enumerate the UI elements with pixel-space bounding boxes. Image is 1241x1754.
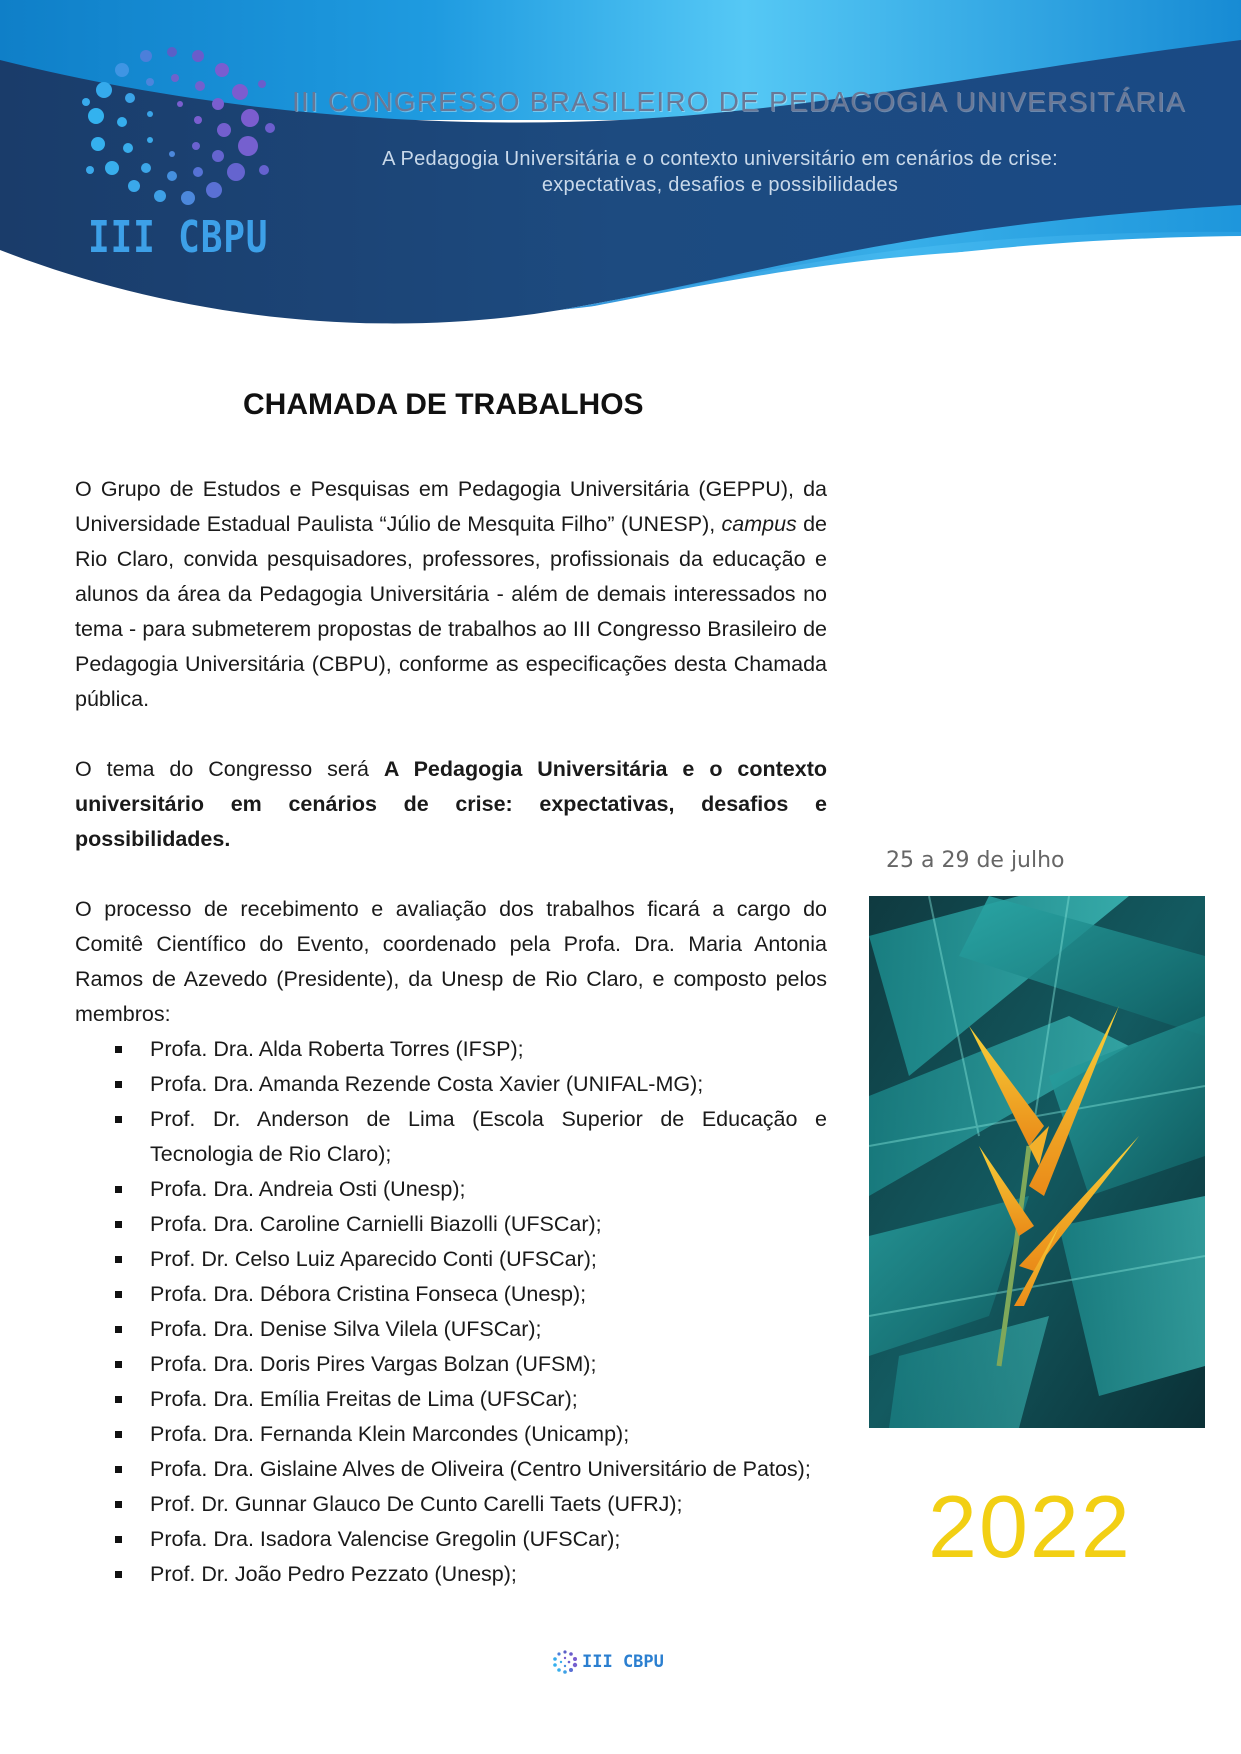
committee-member-name: Profa. Dra. Débora Cristina Fonseca (Unesp); <box>150 1282 587 1306</box>
committee-member-item <box>75 1172 827 1207</box>
bullet-icon <box>115 1466 122 1473</box>
bullet-icon <box>115 1291 122 1298</box>
logo-text: III CBPU <box>88 212 269 263</box>
committee-member-item <box>75 1207 827 1242</box>
committee-member-item <box>75 1452 827 1487</box>
bullet-icon <box>115 1431 122 1438</box>
committee-member-item <box>75 1417 827 1452</box>
committee-paragraph: O processo de recebimento e avaliação dos trabalhos ficará a cargo do Comitê Científico do Evento, coordenado pela Profa. Dra. Maria Antonia Ramos de Azevedo (Presidente), da Unesp de Rio Claro, e composto pelos membros: <box>75 897 827 1026</box>
committee-member-item <box>75 1522 827 1557</box>
bullet-icon <box>115 1116 122 1123</box>
committee-member-name: Prof. Dr. João Pedro Pezzato (Unesp); <box>150 1562 517 1586</box>
committee-member-item <box>75 1312 827 1347</box>
footer-logo-dots-icon <box>552 1649 578 1675</box>
committee-member-item <box>75 1557 827 1592</box>
bullet-icon <box>115 1396 122 1403</box>
committee-member-name: Profa. Dra. Fernanda Klein Marcondes (Unicamp); <box>150 1422 630 1446</box>
bullet-icon <box>115 1501 122 1508</box>
bullet-icon <box>115 1361 122 1368</box>
committee-member-name: Profa. Dra. Andreia Osti (Unesp); <box>150 1177 466 1201</box>
congress-subtitle <box>300 146 1140 198</box>
theme-paragraph <box>75 752 827 857</box>
committee-member-item <box>75 1032 827 1067</box>
committee-member-name: Prof. Dr. Anderson de Lima (Escola Superior de Educação e Tecnologia de Rio Claro); <box>150 1107 827 1166</box>
footer-logo-text: III CBPU <box>582 1652 664 1672</box>
committee-member-name: Profa. Dra. Isadora Valencise Gregolin (UFSCar); <box>150 1527 621 1551</box>
committee-member-item <box>75 1102 827 1172</box>
bullet-icon <box>115 1046 122 1053</box>
committee-member-name: Profa. Dra. Amanda Rezende Costa Xavier (UNIFAL-MG); <box>150 1072 704 1096</box>
bullet-icon <box>115 1326 122 1333</box>
theme-bold: A Pedagogia Universitária e o contexto universitário em cenários de crise: expectativas, desafios e possibilidades. <box>75 757 827 851</box>
committee-member-name: Prof. Dr. Gunnar Glauco De Cunto Carelli Taets (UFRJ); <box>150 1492 683 1516</box>
committee-member-item <box>75 1487 827 1522</box>
bullet-icon <box>115 1221 122 1228</box>
footer-logo <box>552 1648 664 1676</box>
committee-member-name: Profa. Dra. Emília Freitas de Lima (UFSCar); <box>150 1387 578 1411</box>
intro-text-b: de Rio Claro, convida pesquisadores, professores, profissionais da educação e alunos da área da Pedagogia Universitária - além de demais interessados no tema - para submeterem propostas de trabalhos ao III Congresso Brasileiro de Pedagogia Universitária (CBPU), conforme as especificações desta Chamada pública. <box>75 512 828 711</box>
theme-prefix: O tema do Congresso será <box>75 757 384 781</box>
committee-member-item <box>75 1277 827 1312</box>
bullet-icon <box>115 1536 122 1543</box>
committee-member-name: Profa. Dra. Doris Pires Vargas Bolzan (UFSM); <box>150 1352 597 1376</box>
committee-member-item <box>75 1347 827 1382</box>
bullet-icon <box>115 1256 122 1263</box>
subtitle-line-2: expectativas, desafios e possibilidades <box>541 174 899 196</box>
committee-member-name: Profa. Dra. Gislaine Alves de Oliveira (Centro Universitário de Patos); <box>150 1457 811 1481</box>
committee-member-item <box>75 1067 827 1102</box>
committee-member-name: Profa. Dra. Alda Roberta Torres (IFSP); <box>150 1037 524 1061</box>
event-year: 2022 <box>928 1477 1132 1576</box>
flower-image <box>869 896 1205 1428</box>
committee-member-name: Prof. Dr. Celso Luiz Aparecido Conti (UFSCar); <box>150 1247 597 1271</box>
committee-member-item <box>75 1242 827 1277</box>
committee-member-name: Profa. Dra. Denise Silva Vilela (UFSCar); <box>150 1317 542 1341</box>
subtitle-line-1: A Pedagogia Universitária e o contexto universitário em cenários de crise: <box>382 148 1058 170</box>
bullet-icon <box>115 1571 122 1578</box>
committee-member-item <box>75 1382 827 1417</box>
congress-title: III CONGRESSO BRASILEIRO DE PEDAGOGIA UNIVERSITÁRIA <box>292 86 1186 117</box>
bullet-icon <box>115 1186 122 1193</box>
intro-text-italic: campus <box>721 512 797 536</box>
intro-text-a: O Grupo de Estudos e Pesquisas em Pedagogia Universitária (GEPPU), da Universidade Estadual Paulista “Júlio de Mesquita Filho” (UNESP), <box>75 477 827 536</box>
committee-member-name: Profa. Dra. Caroline Carnielli Biazolli (UFSCar); <box>150 1212 602 1236</box>
intro-paragraph <box>75 472 827 717</box>
page-title: CHAMADA DE TRABALHOS <box>243 388 644 421</box>
committee-member-list <box>75 1032 827 1592</box>
bullet-icon <box>115 1081 122 1088</box>
event-dates: 25 a 29 de julho <box>886 848 1065 873</box>
